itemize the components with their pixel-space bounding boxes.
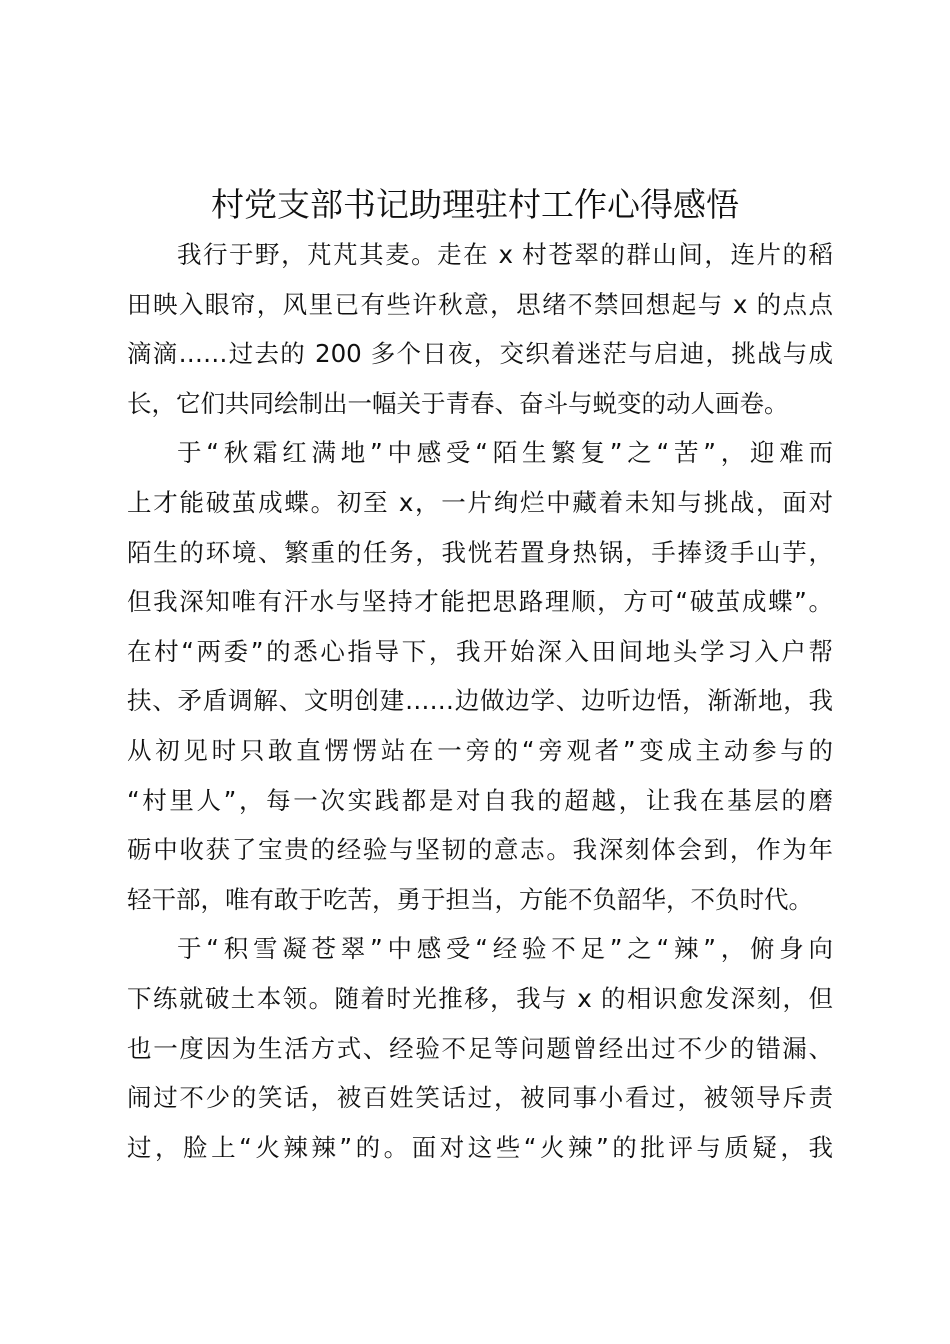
paragraph-2-line-4: 但我深知唯有汗水与坚持才能把思路理顺，方可“破茧成蝶”。 xyxy=(127,587,833,617)
paragraph-3-line-5: 过，脸上“火辣辣”的。面对这些“火辣”的批评与质疑，我 xyxy=(127,1132,833,1162)
document-title: 村党支部书记助理驻村工作心得感悟 xyxy=(211,185,739,224)
paragraph-3-line-1: 于“积雪凝苍翠”中感受“经验不足”之“辣”，俯身向 xyxy=(177,934,833,964)
paragraph-2-line-9: 砺中收获了宝贵的经验与坚韧的意志。我深刻体会到，作为年 xyxy=(127,835,833,865)
document-body xyxy=(127,230,833,1172)
paragraph-3-line-2: 下练就破土本领。随着时光推移，我与 x 的相识愈发深刻，但 xyxy=(127,983,833,1013)
paragraph-2-line-3: 陌生的环境、繁重的任务，我恍若置身热锅，手捧烫手山芋， xyxy=(127,537,833,567)
paragraph-1-line-2: 田映入眼帘，风里已有些许秋意，思绪不禁回想起与 x 的点点 xyxy=(127,289,833,319)
paragraph-2-line-8: “村里人”，每一次实践都是对自我的超越，让我在基层的磨 xyxy=(127,785,833,815)
paragraph-3-line-4: 闹过不少的笑话，被百姓笑话过，被同事小看过，被领导斥责 xyxy=(127,1083,833,1113)
paragraph-2-line-10: 轻干部，唯有敢于吃苦，勇于担当，方能不负韶华，不负时代。 xyxy=(127,884,813,914)
paragraph-2-line-5: 在村“两委”的悉心指导下，我开始深入田间地头学习入户帮 xyxy=(127,636,833,666)
paragraph-3-line-3: 也一度因为生活方式、经验不足等问题曾经出过不少的错漏、 xyxy=(127,1033,833,1063)
paragraph-2-line-2: 上才能破茧成蝶。初至 x，一片绚烂中藏着未知与挑战，面对 xyxy=(127,487,833,517)
paragraph-2-line-7: 从初见时只敢直愣愣站在一旁的“旁观者”变成主动参与的 xyxy=(127,735,833,765)
paragraph-1-line-3: 滴滴……过去的 200 多个日夜，交织着迷茫与启迪，挑战与成 xyxy=(127,339,833,369)
paragraph-2-line-6: 扶、矛盾调解、文明创建……边做边学、边听边悟，渐渐地，我 xyxy=(127,686,833,716)
paragraph-1-line-4: 长，它们共同绘制出一幅关于青春、奋斗与蜕变的动人画卷。 xyxy=(127,388,789,418)
paragraph-2-line-1: 于“秋霜红满地”中感受“陌生繁复”之“苦”，迎难而 xyxy=(177,438,833,468)
paragraph-1-line-1: 我行于野，芃芃其麦。走在 x 村苍翠的群山间，连片的稻 xyxy=(177,240,833,269)
